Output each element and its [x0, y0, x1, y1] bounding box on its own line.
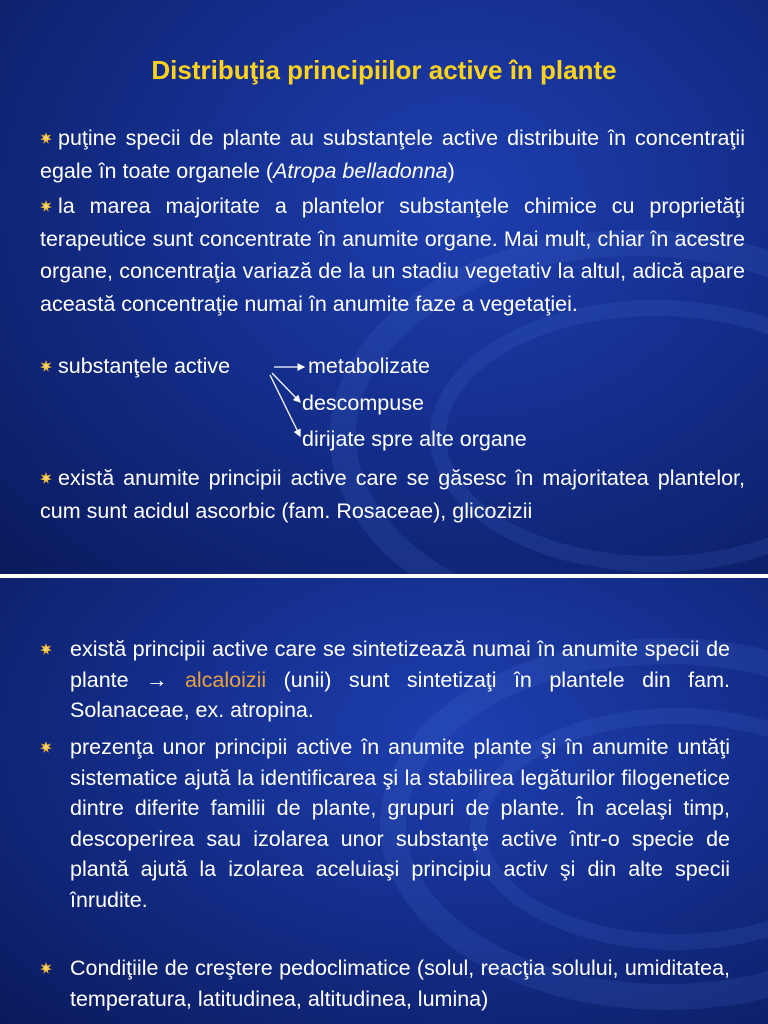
paragraph-text: există anumite principii active care se găsesc în majoritatea plantelor, cum sunt acidul ascorbic (fam. Rosaceae), glicozizii [40, 466, 745, 523]
slide-title: Distribuţia principiilor active în plante [151, 55, 617, 85]
species-name: Atropa belladonna [273, 158, 448, 183]
slide-2 [0, 578, 768, 1024]
highlighted-term: alcaloizii [184, 667, 267, 692]
diagram-target-2: descompuse [302, 391, 424, 415]
bullet-paragraph-3 [40, 350, 300, 383]
bullet-paragraph-7 [40, 953, 730, 1014]
starburst-bullet-icon [40, 360, 52, 372]
paragraph-text: puţine specii de plante au substanţele active distribuite în concentraţii egale în toate organele ( [40, 126, 745, 183]
paragraph-text: există principii active care se sintetizează numai în anumite specii de plante → [70, 637, 730, 692]
starburst-bullet-icon [40, 200, 52, 212]
bullet-paragraph-1 [40, 122, 745, 187]
starburst-bullet-icon [40, 472, 52, 484]
paragraph-text: ) [447, 158, 455, 183]
paragraph-text: (unii) sunt sintetizaţi în plantele din fam. Solanaceae, ex. atropina. [70, 667, 730, 722]
diagram-source: substanţele active [58, 354, 231, 378]
bullet-paragraph-6 [40, 732, 730, 915]
paragraph-text: prezenţa unor principii active în anumite plante şi în anumite untăţi sistematice ajută la identificarea şi la stabilirea legăturilor filogenetice dintre diferite familii de plante, grupuri de plante. În acelaşi timp, descoperirea sau izolarea unor substanţe active într-o specie de plantă ajută la izolarea aceluiaşi principiu activ şi din alte specii înrudite. [70, 735, 730, 912]
bullet-paragraph-2 [40, 190, 745, 320]
paragraph-text: Condiţiile de creştere pedoclimatice (solul, reacţia solului, umiditatea, temperatura, latitudinea, altitudinea, lumina) [70, 956, 730, 1011]
diagram-target-3: dirijate spre alte organe [302, 427, 527, 451]
starburst-bullet-icon [40, 132, 52, 144]
diagram-target-1: metabolizate [308, 354, 430, 378]
bullet-paragraph-4 [40, 462, 745, 527]
bullet-paragraph-5 [40, 634, 730, 726]
paragraph-text: la marea majoritate a plantelor substanţele chimice cu proprietăţi terapeutice sunt concentrate în anumite organe. Mai mult, chiar în acestre organe, concentraţia variază de la un stadiu vegetativ la altul, adică apare această concentraţie numai în anumite faze a vegetaţiei. [40, 194, 745, 316]
